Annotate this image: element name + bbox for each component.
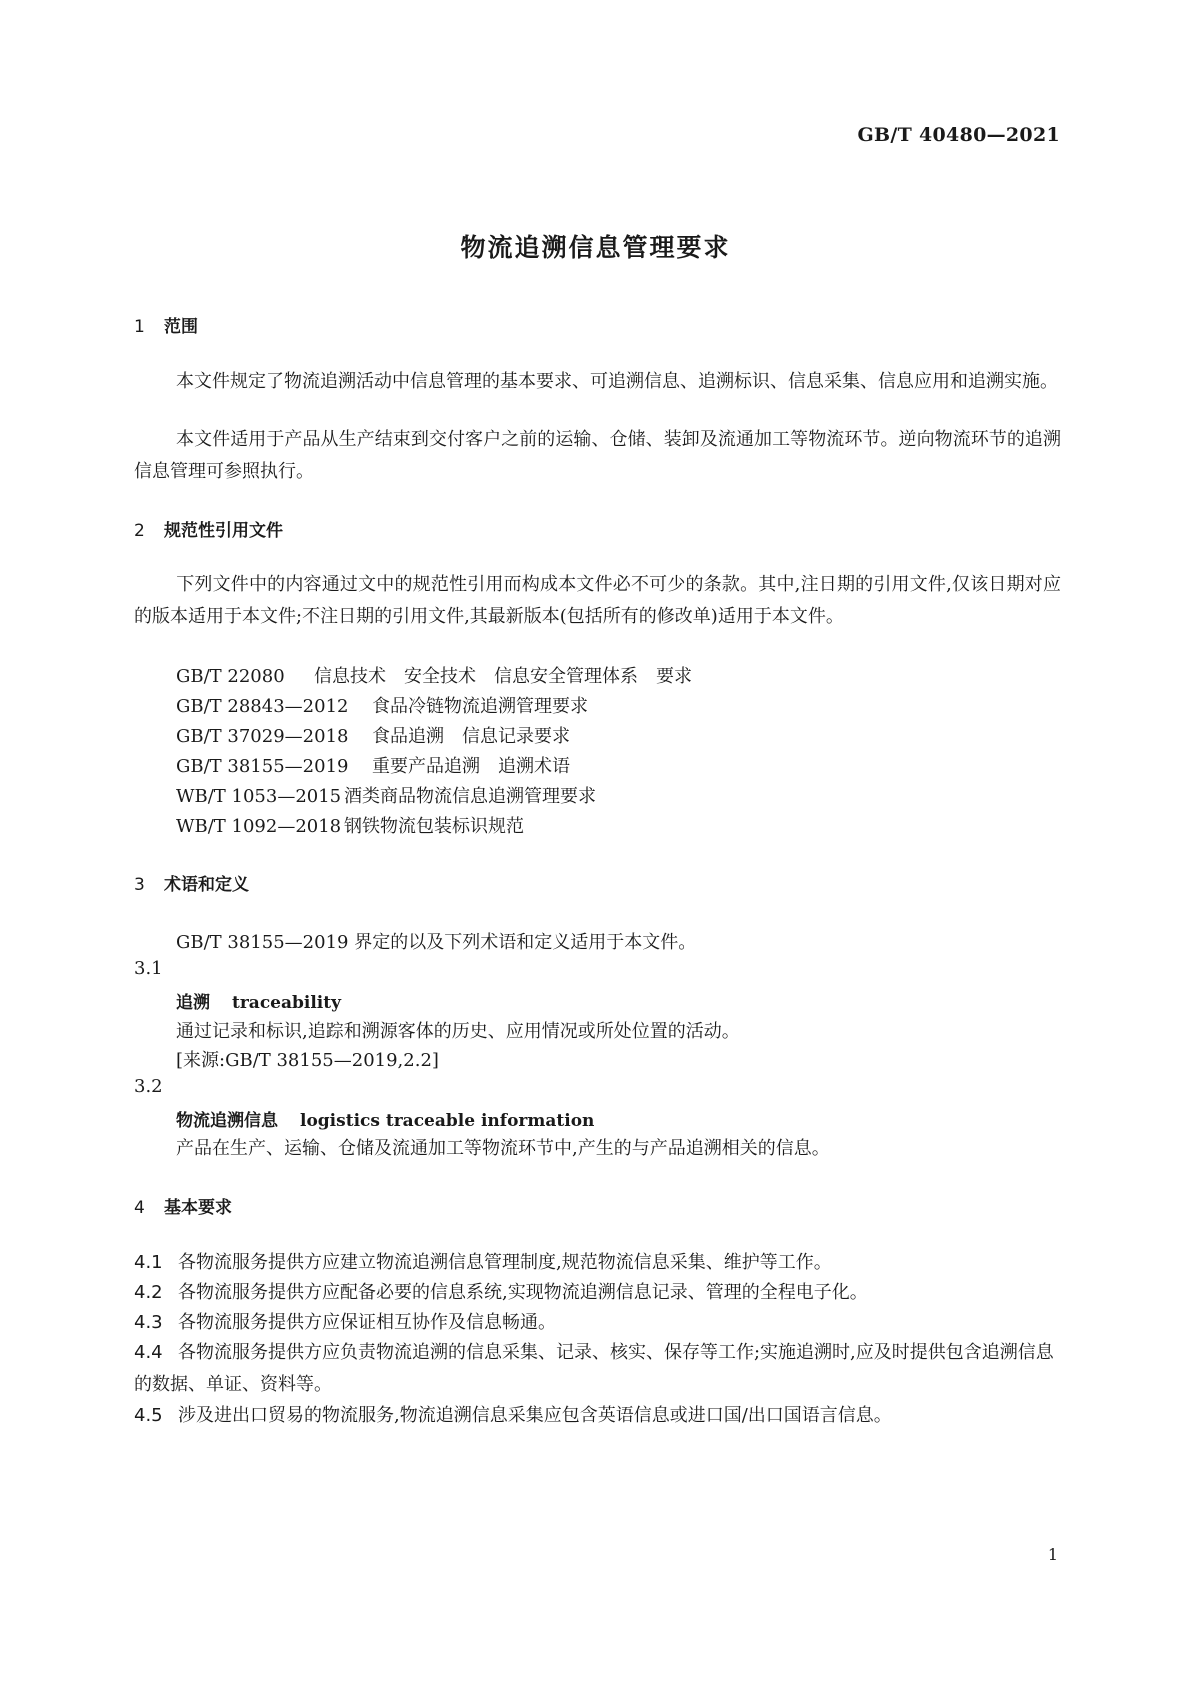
- reference-title: 食品追溯 信息记录要求: [372, 726, 570, 747]
- section-title: 规范性引用文件: [164, 521, 283, 541]
- section-number: 2: [134, 521, 145, 541]
- reference-code: GB/T 28843—2012: [176, 696, 349, 717]
- reference-item: [176, 692, 588, 718]
- reference-item: [176, 752, 570, 778]
- reference-title: 钢铁物流包装标识规范: [344, 816, 524, 837]
- paragraph-text: 本文件适用于产品从生产结束到交付客户之前的运输、仓储、装卸及流通加工等物流环节。逆向物流环节的追溯信息管理可参照执行。: [134, 429, 1061, 482]
- section-number: 4: [134, 1198, 145, 1218]
- section-number: 1: [134, 317, 145, 337]
- requirement-item: [134, 1247, 1061, 1279]
- reference-item: [176, 662, 692, 688]
- term-chinese: 物流追溯信息: [176, 1111, 278, 1131]
- section-2-heading: [134, 516, 283, 541]
- requirement-number: 4.3: [134, 1312, 163, 1333]
- reference-item: [176, 722, 570, 748]
- requirement-number: 4.1: [134, 1252, 163, 1273]
- reference-item: [176, 782, 596, 808]
- term-definition: 产品在生产、运输、仓储及流通加工等物流环节中,产生的与产品追溯相关的信息。: [176, 1138, 830, 1159]
- paragraph-text: 本文件规定了物流追溯活动中信息管理的基本要求、可追溯信息、追溯标识、信息采集、信息应用和追溯实施。: [176, 371, 1058, 392]
- section-4-heading: [134, 1193, 232, 1218]
- requirement-item: [134, 1277, 1061, 1309]
- requirement-number: 4.2: [134, 1282, 163, 1303]
- document-title: 物流追溯信息管理要求: [460, 233, 731, 262]
- requirement-number: 4.5: [134, 1405, 163, 1426]
- term-number: 3.2: [134, 1076, 163, 1097]
- section-1-paragraph: [134, 366, 1061, 398]
- requirement-text: 各物流服务提供方应负责物流追溯的信息采集、记录、核实、保存等工作;实施追溯时,应及时提供包含追溯信息的数据、单证、资料等。: [134, 1342, 1054, 1395]
- requirement-item: [134, 1400, 1061, 1432]
- section-title: 基本要求: [164, 1198, 232, 1218]
- page-number: 1: [1047, 1545, 1058, 1564]
- requirement-text: 各物流服务提供方应建立物流追溯信息管理制度,规范物流信息采集、维护等工作。: [178, 1252, 832, 1273]
- requirement-text: 涉及进出口贸易的物流服务,物流追溯信息采集应包含英语信息或进口国/出口国语言信息。: [178, 1405, 892, 1426]
- requirement-text: 各物流服务提供方应保证相互协作及信息畅通。: [178, 1312, 556, 1333]
- section-1-paragraph: [134, 424, 1061, 488]
- term-definition: 通过记录和标识,追踪和溯源客体的历史、应用情况或所处位置的活动。: [176, 1021, 740, 1042]
- reference-item: [176, 812, 524, 838]
- reference-title: 食品冷链物流追溯管理要求: [372, 696, 588, 717]
- paragraph-text: 下列文件中的内容通过文中的规范性引用而构成本文件必不可少的条款。其中,注日期的引用文件,仅该日期对应的版本适用于本文件;不注日期的引用文件,其最新版本(包括所有的修改单)适用于本文件。: [134, 574, 1061, 627]
- requirement-number: 4.4: [134, 1342, 163, 1363]
- term-source: [来源:GB/T 38155—2019,2.2]: [176, 1050, 439, 1071]
- term-chinese: 追溯: [176, 993, 210, 1013]
- section-3-heading: [134, 870, 249, 895]
- section-number: 3: [134, 875, 145, 895]
- section-3-intro: GB/T 38155—2019 界定的以及下列术语和定义适用于本文件。: [176, 932, 697, 953]
- reference-title: 酒类商品物流信息追溯管理要求: [344, 786, 596, 807]
- section-title: 范围: [164, 317, 198, 337]
- section-title: 术语和定义: [164, 875, 249, 895]
- reference-code: WB/T 1092—2018: [176, 816, 342, 837]
- term-name: [176, 988, 341, 1013]
- reference-title: 信息技术 安全技术 信息安全管理体系 要求: [314, 666, 692, 687]
- section-2-intro: [134, 569, 1061, 633]
- reference-code: WB/T 1053—2015: [176, 786, 342, 807]
- reference-code: GB/T 37029—2018: [176, 726, 349, 747]
- reference-code: GB/T 22080: [176, 666, 285, 687]
- term-name: [176, 1106, 594, 1131]
- term-number: 3.1: [134, 958, 163, 979]
- term-english: traceability: [232, 993, 341, 1013]
- requirement-item: [134, 1307, 1061, 1339]
- section-1-heading: [134, 312, 198, 337]
- requirement-item: [134, 1337, 1061, 1401]
- term-english: logistics traceable information: [300, 1111, 595, 1131]
- requirement-text: 各物流服务提供方应配备必要的信息系统,实现物流追溯信息记录、管理的全程电子化。: [178, 1282, 868, 1303]
- reference-title: 重要产品追溯 追溯术语: [372, 756, 570, 777]
- reference-code: GB/T 38155—2019: [176, 756, 349, 777]
- standard-number: GB/T 40480—2021: [857, 124, 1060, 146]
